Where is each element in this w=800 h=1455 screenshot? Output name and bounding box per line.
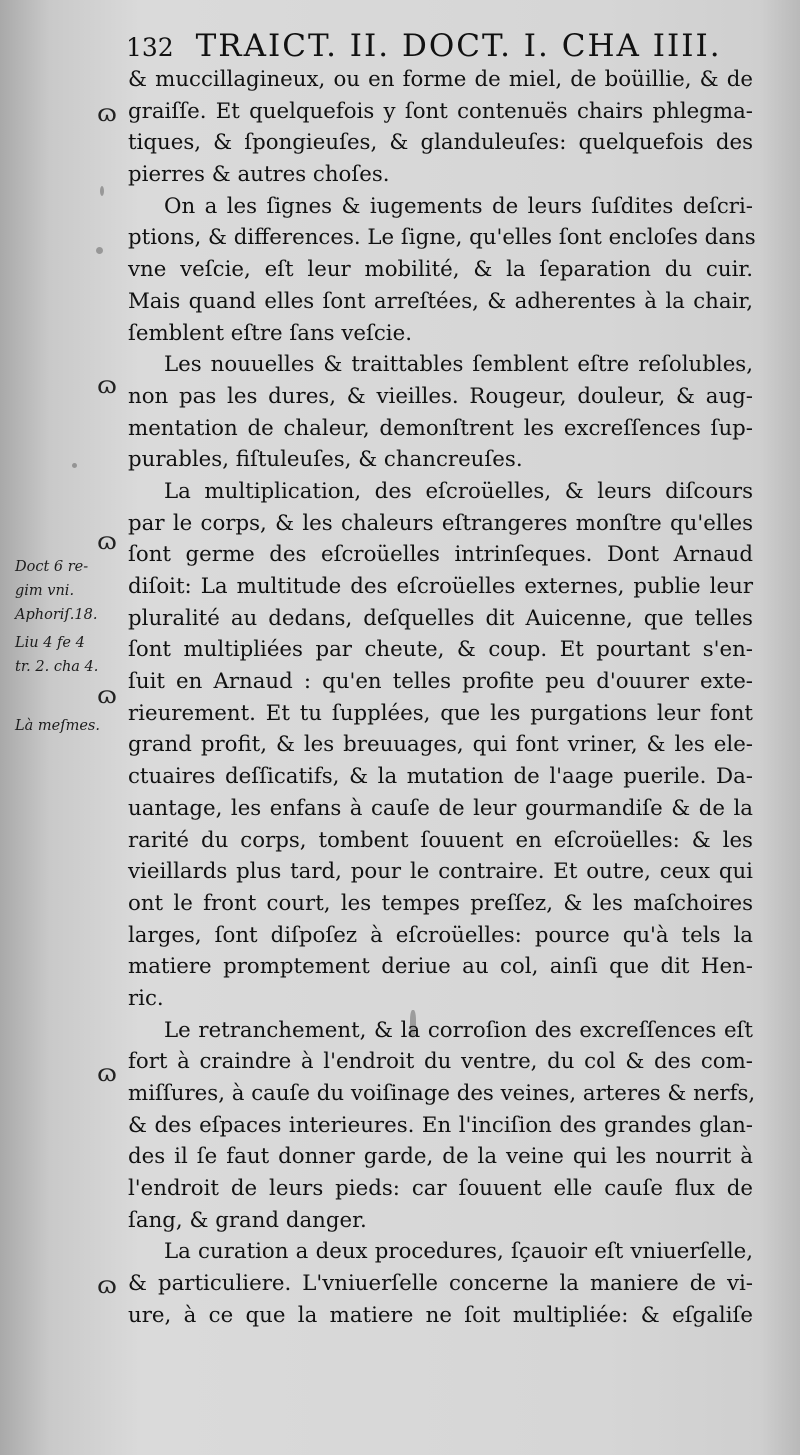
- text-line: rarité du corps, tombent ſouuent en eſcroüelles: & les: [128, 827, 753, 853]
- text-line: non pas les dures, & vieilles. Rougeur, douleur, & aug-: [128, 383, 753, 409]
- text-line: miſſures, à cauſe du voiſinage des veines, arteres & nerfs,: [128, 1081, 756, 1106]
- text-line: purables, fiſtuleuſes, & chancreuſes.: [128, 447, 523, 473]
- marginal-mark-icon: ɷ: [97, 99, 117, 127]
- text-line: matiere promptement deriue au col, ainſi que dit Hen-: [128, 954, 753, 980]
- text-line: ure, à ce que la matiere ne ſoit multipliée: & eſgaliſe: [128, 1302, 753, 1328]
- marginal-mark-icon: ɷ: [97, 681, 117, 709]
- text-line: & muccillagineux, ou en forme de miel, de boüillie, & de: [128, 67, 753, 92]
- text-line: grand profit, & les breuuages, qui font vriner, & les ele-: [128, 732, 753, 758]
- margin-note: Aphoriſ.18.: [15, 607, 98, 623]
- text-line: tiques, & ſpongieuſes, & glanduleuſes: quelquefois des: [128, 130, 753, 156]
- margin-note: tr. 2. cha 4.: [15, 659, 99, 675]
- text-line: graiſſe. Et quelquefois y ſont contenuës chairs phlegma-: [128, 98, 753, 124]
- text-line: l'endroit de leurs pieds: car ſouuent elle cauſe flux de: [128, 1176, 753, 1202]
- ink-spot: [96, 247, 103, 254]
- text-line: des il ſe faut donner garde, de la veine qui les nourrit à: [128, 1144, 753, 1170]
- text-line: Les nouuelles & traittables ſemblent eſtre reſolubles,: [164, 352, 753, 378]
- text-line: & particuliere. L'vniuerſelle concerne la maniere de vi-: [128, 1271, 753, 1297]
- marginal-mark-icon: ɷ: [97, 1271, 117, 1299]
- margin-note: gim vni.: [15, 583, 75, 599]
- text-line: ſemblent eſtre ſans veſcie.: [128, 320, 412, 346]
- text-line: mentation de chaleur, demonſtrent les excreſſences ſup-: [128, 415, 753, 441]
- text-line: La curation a deux procedures, ſçauoir eſt vniuerſelle,: [164, 1239, 753, 1265]
- running-head: [126, 28, 776, 64]
- ink-spot: [72, 463, 77, 468]
- page-number: 132: [126, 33, 174, 62]
- text-line: Le retranchement, & la corroſion des excreſſences eſt: [164, 1017, 753, 1043]
- text-line: par le corps, & les chaleurs eſtrangeres monſtre qu'elles: [128, 510, 753, 536]
- text-line: ſont multipliées par cheute, & coup. Et pourtant s'en-: [128, 637, 753, 663]
- text-line: ſuit en Arnaud : qu'en telles profite peu d'ouurer exte-: [128, 669, 753, 695]
- text-line: On a les ſignes & iugements de leurs ſuſdites deſcri-: [164, 193, 753, 219]
- text-line: pluralité au dedans, deſquelles dit Auicenne, que telles: [128, 605, 753, 631]
- marginal-mark-icon: ɷ: [97, 1059, 117, 1087]
- text-line: ſang, & grand danger.: [128, 1207, 367, 1233]
- text-line: Mais quand elles ſont arreſtées, & adherentes à la chair,: [128, 288, 753, 314]
- text-line: ont le front court, les tempes preſſez, & les maſchoires: [128, 890, 753, 916]
- margin-note: Liu 4 fe 4: [15, 635, 85, 651]
- text-line: La multiplication, des eſcroüelles, & leurs diſcours: [164, 478, 753, 504]
- marginal-mark-icon: ɷ: [97, 527, 117, 555]
- text-line: pierres & autres choſes.: [128, 162, 390, 188]
- margin-note: Là meſmes.: [15, 718, 100, 734]
- text-line: ric.: [128, 985, 164, 1011]
- text-line: ſont germe des eſcroüelles intrinſeques. Dont Arnaud: [128, 542, 753, 568]
- text-line: fort à craindre à l'endroit du ventre, du col & des com-: [128, 1049, 753, 1075]
- text-line: diſoit: La multitude des eſcroüelles externes, publie leur: [128, 574, 753, 599]
- text-line: larges, ſont diſpoſez à eſcroüelles: pource qu'à tels la: [128, 922, 753, 948]
- ink-spot: [410, 1010, 416, 1036]
- text-line: uantage, les enfans à cauſe de leur gourmandiſe & de la: [128, 795, 753, 821]
- running-title: TRAICT. II. DOCT. I. CHA IIII.: [195, 28, 722, 64]
- ink-spot: [100, 186, 104, 196]
- marginal-mark-icon: ɷ: [97, 371, 117, 399]
- margin-note: Doct 6 re-: [15, 559, 89, 575]
- text-line: vne veſcie, eſt leur mobilité, & la ſeparation du cuir.: [128, 257, 753, 283]
- text-line: ptions, & differences. Le ſigne, qu'elles ſont encloſes dans: [128, 225, 756, 251]
- text-line: & des eſpaces interieures. En l'inciſion des grandes glan-: [128, 1112, 753, 1138]
- body-text: [128, 64, 756, 1332]
- text-line: rieurement. Et tu ſupplées, que les purgations leur font: [128, 700, 753, 726]
- text-line: vieillards plus tard, pour le contraire. Et outre, ceux qui: [128, 859, 753, 885]
- text-line: ctuaires deſſicatifs, & la mutation de l'aage puerile. Da-: [128, 764, 753, 790]
